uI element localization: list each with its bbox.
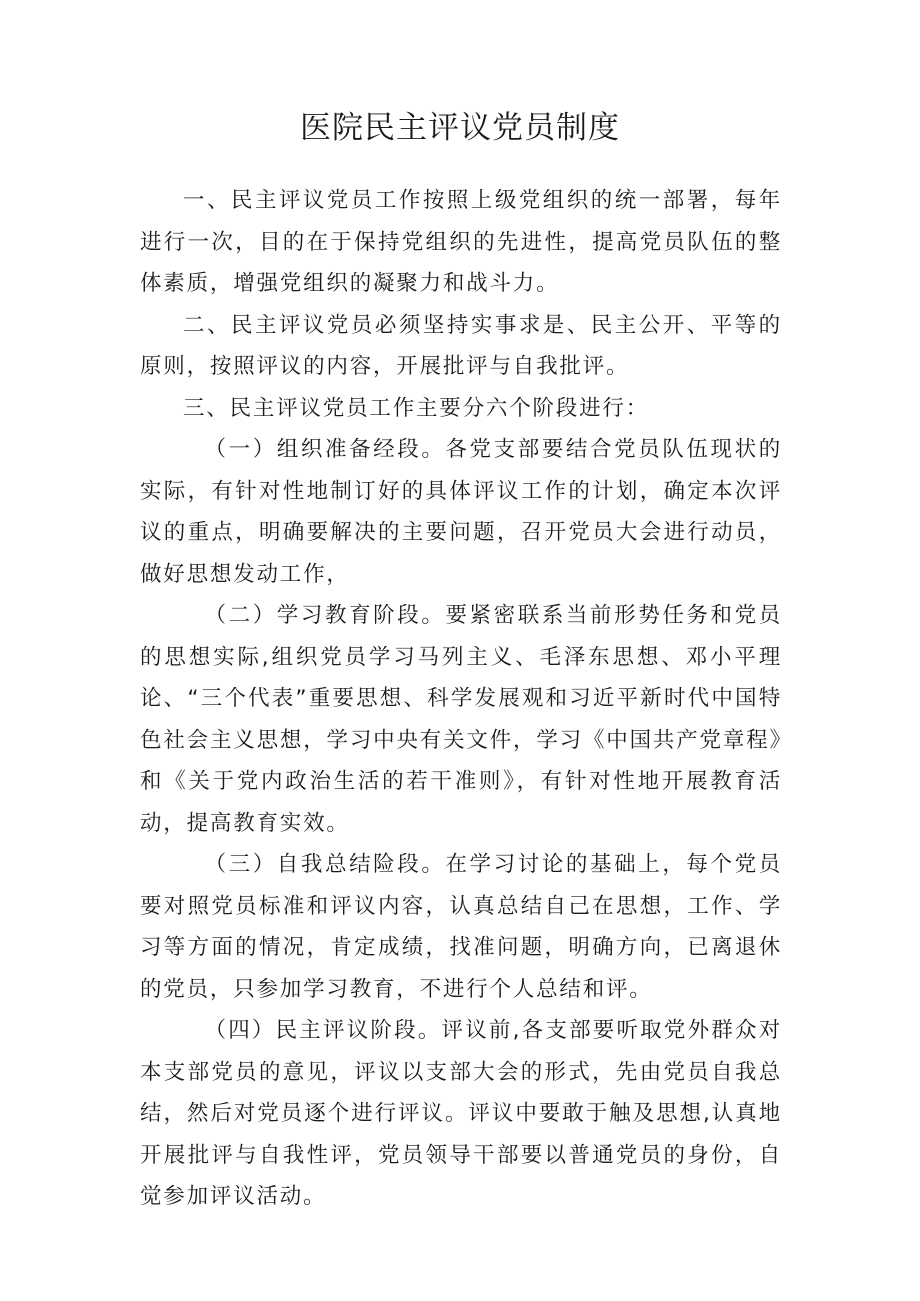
paragraph-3: 三、民主评议党员工作主要分六个阶段进行：: [183, 395, 650, 421]
paragraph-stage-1: （一）组织准备经段。各党支部要结合党员队伍现状的实际，有针对性地制订好的具体评议工作的计划，确定本次评议的重点，明确要解决的主要问题，召开党员大会进行动员，做好思想发动工作，: [140, 437, 782, 587]
document-body: [140, 180, 782, 1218]
paragraph-stage-2: （二）学习教育阶段。要紧密联系当前形势任务和党员的思想实际,组织党员学习马列主义、毛泽东思想、邓小平理论、“三个代表”重要思想、科学发展观和习近平新时代中国特色社会主义思想，学习中央有关文件，学习《中国共产党章程》和《关于党内政治生活的若干准则》，有针对性地开展教育活动，提高教育实效。: [140, 603, 782, 836]
paragraph-stage-4: （四）民主评议阶段。评议前,各支部要听取党外群众对本支部党员的意见，评议以支部大会的形式，先由党员自我总结，然后对党员逐个进行评议。评议中要敢于触及思想,认真地开展批评与自我性评，党员领导干部要以普通党员的身份，自觉参加评议活动。: [140, 1018, 782, 1209]
paragraph-1: 一、民主评议党员工作按照上级党组织的统一部署，每年进行一次，目的在于保持党组织的先进性，提高党员队伍的整体素质，增强党组织的凝聚力和战斗力。: [140, 188, 782, 296]
document-title: 医院民主评议党员制度: [300, 110, 620, 146]
paragraph-2: 二、民主评议党员必须坚持实事求是、民主公开、平等的原则，按照评议的内容，开展批评与自我批评。: [140, 312, 782, 379]
paragraph-stage-3: （三）自我总结险段。在学习讨论的基础上，每个党员要对照党员标准和评议内容，认真总结自己在思想，工作、学习等方面的情况，肯定成绩，找准问题，明确方向，已离退休的党员，只参加学习教育，不进行个人总结和评。: [140, 852, 782, 1002]
